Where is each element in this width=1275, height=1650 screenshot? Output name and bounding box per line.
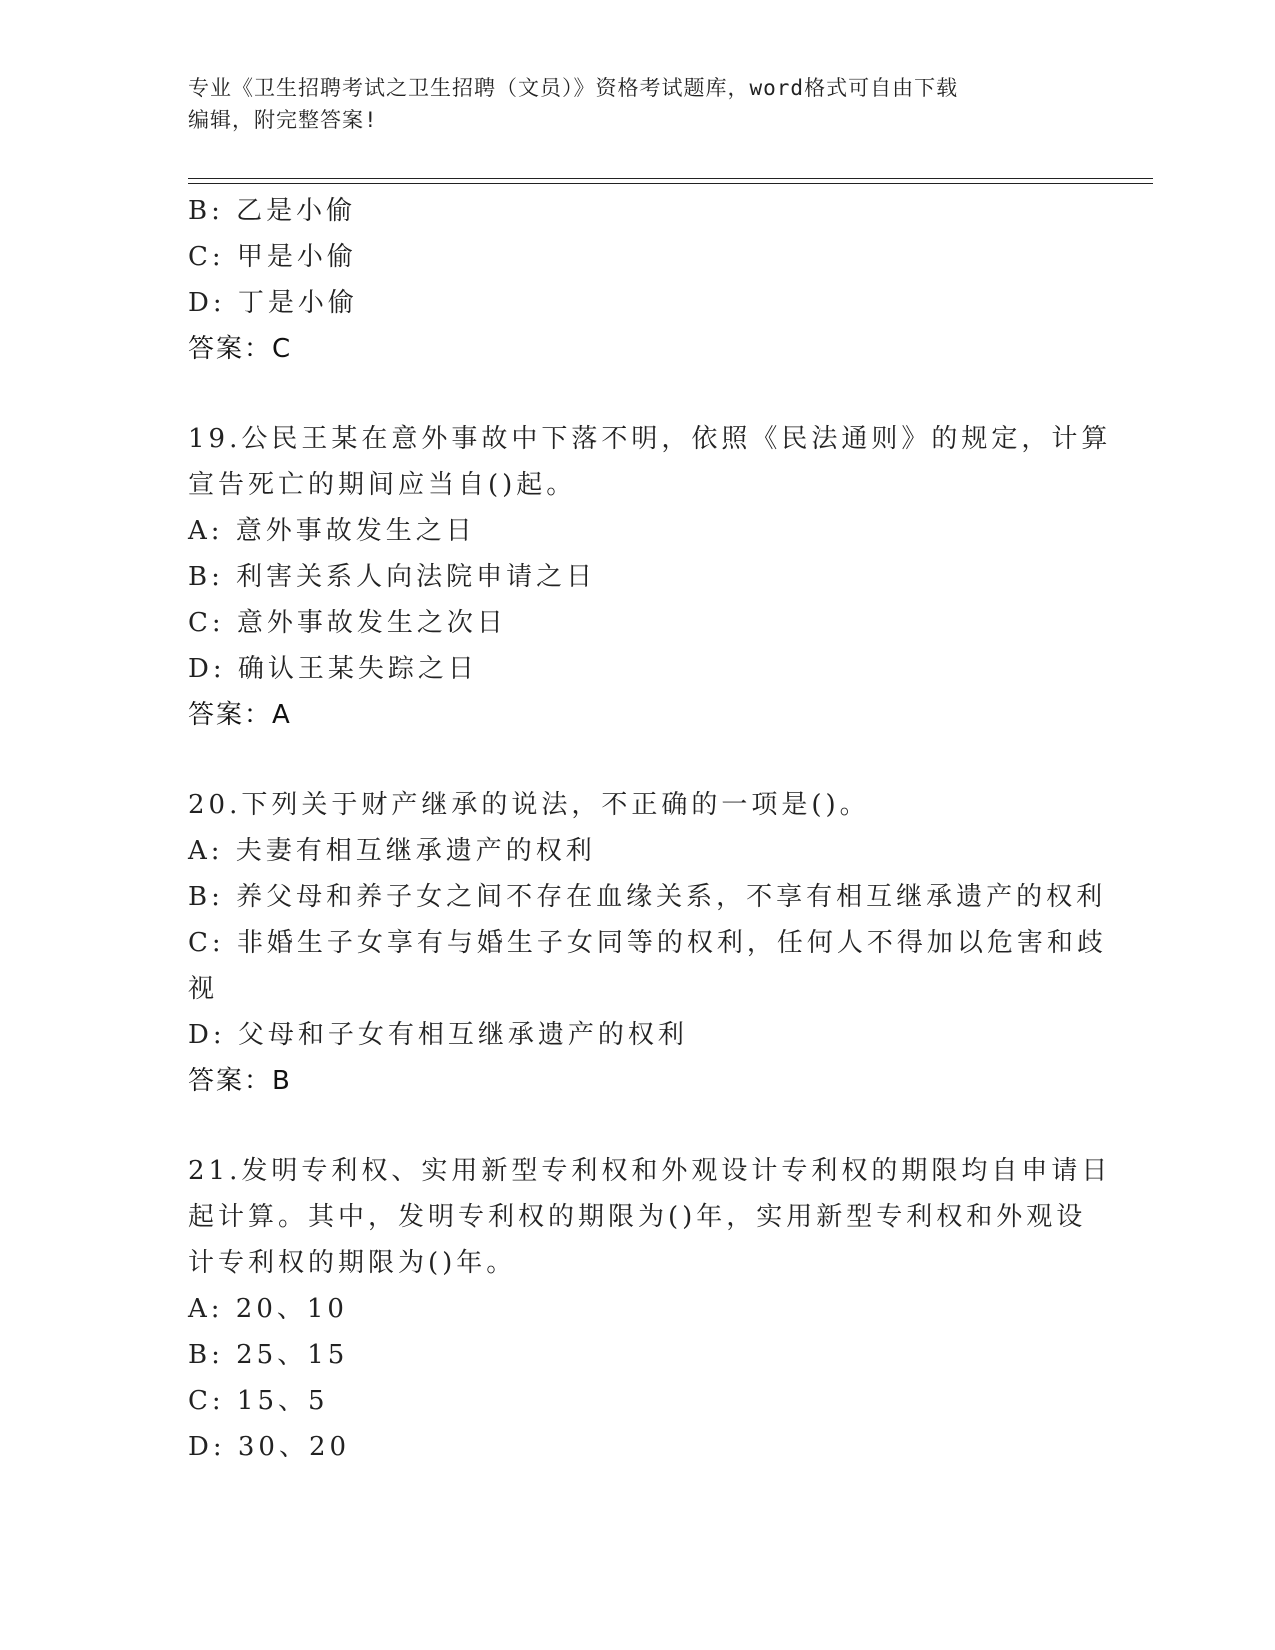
option-a: A: 意外事故发生之日: [188, 516, 476, 546]
option-c: C: 甲是小偷: [188, 242, 357, 272]
option-c: C: 非婚生子女享有与婚生子女同等的权利，任何人不得加以危害和歧: [188, 928, 1107, 958]
option-b: B: 乙是小偷: [188, 196, 357, 226]
question-19: [188, 416, 1112, 738]
option-d: D: 30、20: [188, 1432, 351, 1462]
option-d: D: 父母和子女有相互继承遗产的权利: [188, 1020, 688, 1050]
header-divider-bottom: [188, 183, 1153, 184]
question-stem-line: 21.发明专利权、实用新型专利权和外观设计专利权的期限均自申请日: [188, 1156, 1112, 1186]
option-c-continued: 视: [188, 974, 219, 1004]
question-stem-line: 19.公民王某在意外事故中下落不明，依照《民法通则》的规定，计算: [188, 424, 1112, 454]
header-line-2: 编辑，附完整答案!: [188, 108, 378, 132]
option-c: C: 15、5: [188, 1386, 329, 1416]
question-18: [188, 188, 1088, 372]
option-d: D: 丁是小偷: [188, 288, 358, 318]
question-21: [188, 1148, 1112, 1470]
spacer: [188, 738, 1088, 782]
answer: 答案：C: [188, 334, 293, 364]
document-header: [188, 72, 1088, 136]
answer: 答案：B: [188, 1066, 292, 1096]
question-stem-line: 起计算。其中，发明专利权的期限为()年，实用新型专利权和外观设: [188, 1202, 1087, 1232]
question-20: [188, 782, 1107, 1104]
question-list: [188, 188, 1112, 1470]
question-stem-line: 宣告死亡的期间应当自()起。: [188, 470, 577, 500]
option-d: D: 确认王某失踪之日: [188, 654, 478, 684]
option-b: B: 25、15: [188, 1340, 349, 1370]
question-stem-line: 20.下列关于财产继承的说法，不正确的一项是()。: [188, 790, 870, 820]
option-b: B: 养父母和养子女之间不存在血缘关系，不享有相互继承遗产的权利: [188, 882, 1107, 912]
header-divider-top: [188, 178, 1153, 179]
question-stem-line: 计专利权的期限为()年。: [188, 1248, 517, 1278]
header-line-1: 专业《卫生招聘考试之卫生招聘（文员）》资格考试题库，word格式可自由下载: [188, 76, 959, 100]
option-b: B: 利害关系人向法院申请之日: [188, 562, 597, 592]
option-a: A: 20、10: [188, 1294, 348, 1324]
spacer: [188, 1104, 1088, 1148]
option-c: C: 意外事故发生之次日: [188, 608, 507, 638]
answer: 答案：A: [188, 700, 292, 730]
spacer: [188, 372, 1088, 416]
option-a: A: 夫妻有相互继承遗产的权利: [188, 836, 596, 866]
